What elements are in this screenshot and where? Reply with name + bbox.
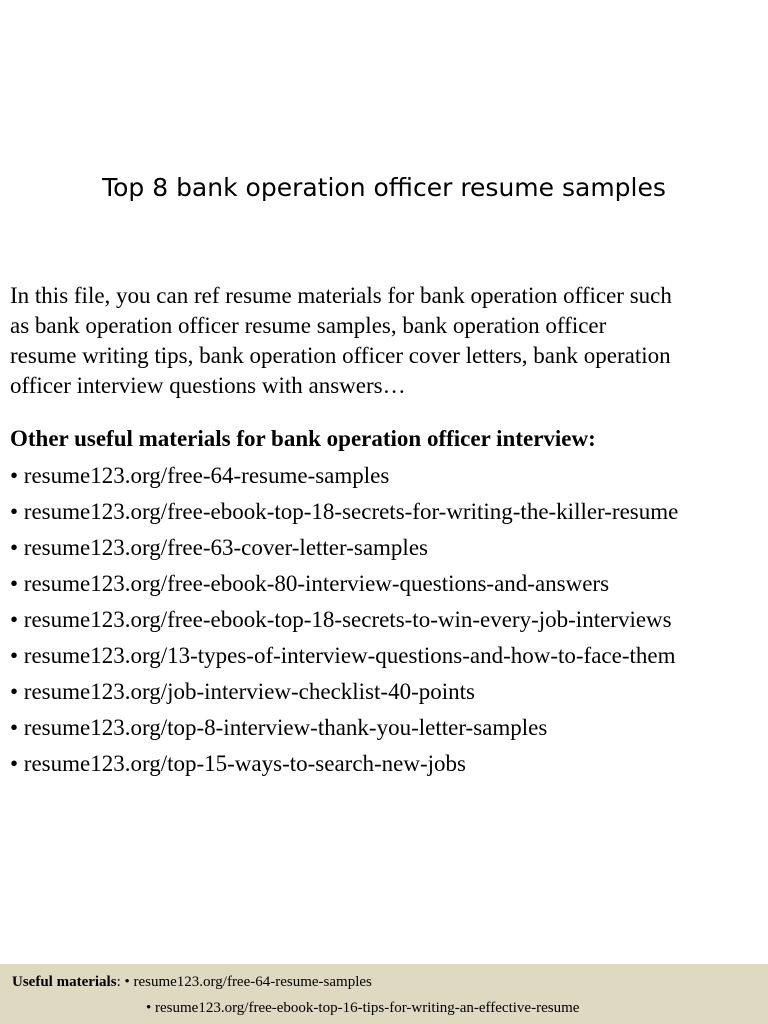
footer-separator: : bbox=[116, 974, 125, 990]
intro-line: resume writing tips, bank operation officer cover letters, bank operation bbox=[10, 343, 671, 368]
list-item-link[interactable]: • resume123.org/free-ebook-80-interview-questions-and-answers bbox=[10, 571, 610, 596]
list-item-link[interactable]: • resume123.org/top-8-interview-thank-you-letter-samples bbox=[10, 715, 548, 740]
intro-line: as bank operation officer resume samples, bank operation officer bbox=[10, 313, 607, 338]
list-item-link[interactable]: • resume123.org/top-15-ways-to-search-new-jobs bbox=[10, 751, 467, 776]
intro-line: In this file, you can ref resume materials for bank operation officer such bbox=[10, 283, 672, 308]
list-item-link[interactable]: • resume123.org/free-64-resume-samples bbox=[10, 463, 390, 488]
footer-link[interactable]: • resume123.org/free-ebook-top-16-tips-for-writing-an-effective-resume bbox=[146, 1000, 580, 1016]
list-item-link[interactable]: • resume123.org/13-types-of-interview-questions-and-how-to-face-them bbox=[10, 643, 676, 668]
footer-label: Useful materials bbox=[12, 974, 117, 990]
intro-line: officer interview questions with answers… bbox=[10, 373, 406, 398]
footer-row bbox=[146, 998, 579, 1018]
section-heading: Other useful materials for bank operation officer interview: bbox=[10, 426, 596, 451]
list-item-link[interactable]: • resume123.org/free-ebook-top-18-secrets-to-win-every-job-interviews bbox=[10, 607, 672, 632]
list-item-link[interactable]: • resume123.org/free-63-cover-letter-samples bbox=[10, 535, 428, 560]
footer-row bbox=[12, 972, 372, 992]
footer-link[interactable]: • resume123.org/free-64-resume-samples bbox=[124, 974, 372, 990]
materials-link-list bbox=[10, 458, 766, 782]
intro-paragraph bbox=[10, 281, 762, 401]
list-item-link[interactable]: • resume123.org/free-ebook-top-18-secrets-for-writing-the-killer-resume bbox=[10, 499, 679, 524]
page-title: Top 8 bank operation officer resume samples bbox=[102, 173, 666, 202]
list-item-link[interactable]: • resume123.org/job-interview-checklist-40-points bbox=[10, 679, 475, 704]
footer-bar bbox=[0, 964, 768, 1024]
